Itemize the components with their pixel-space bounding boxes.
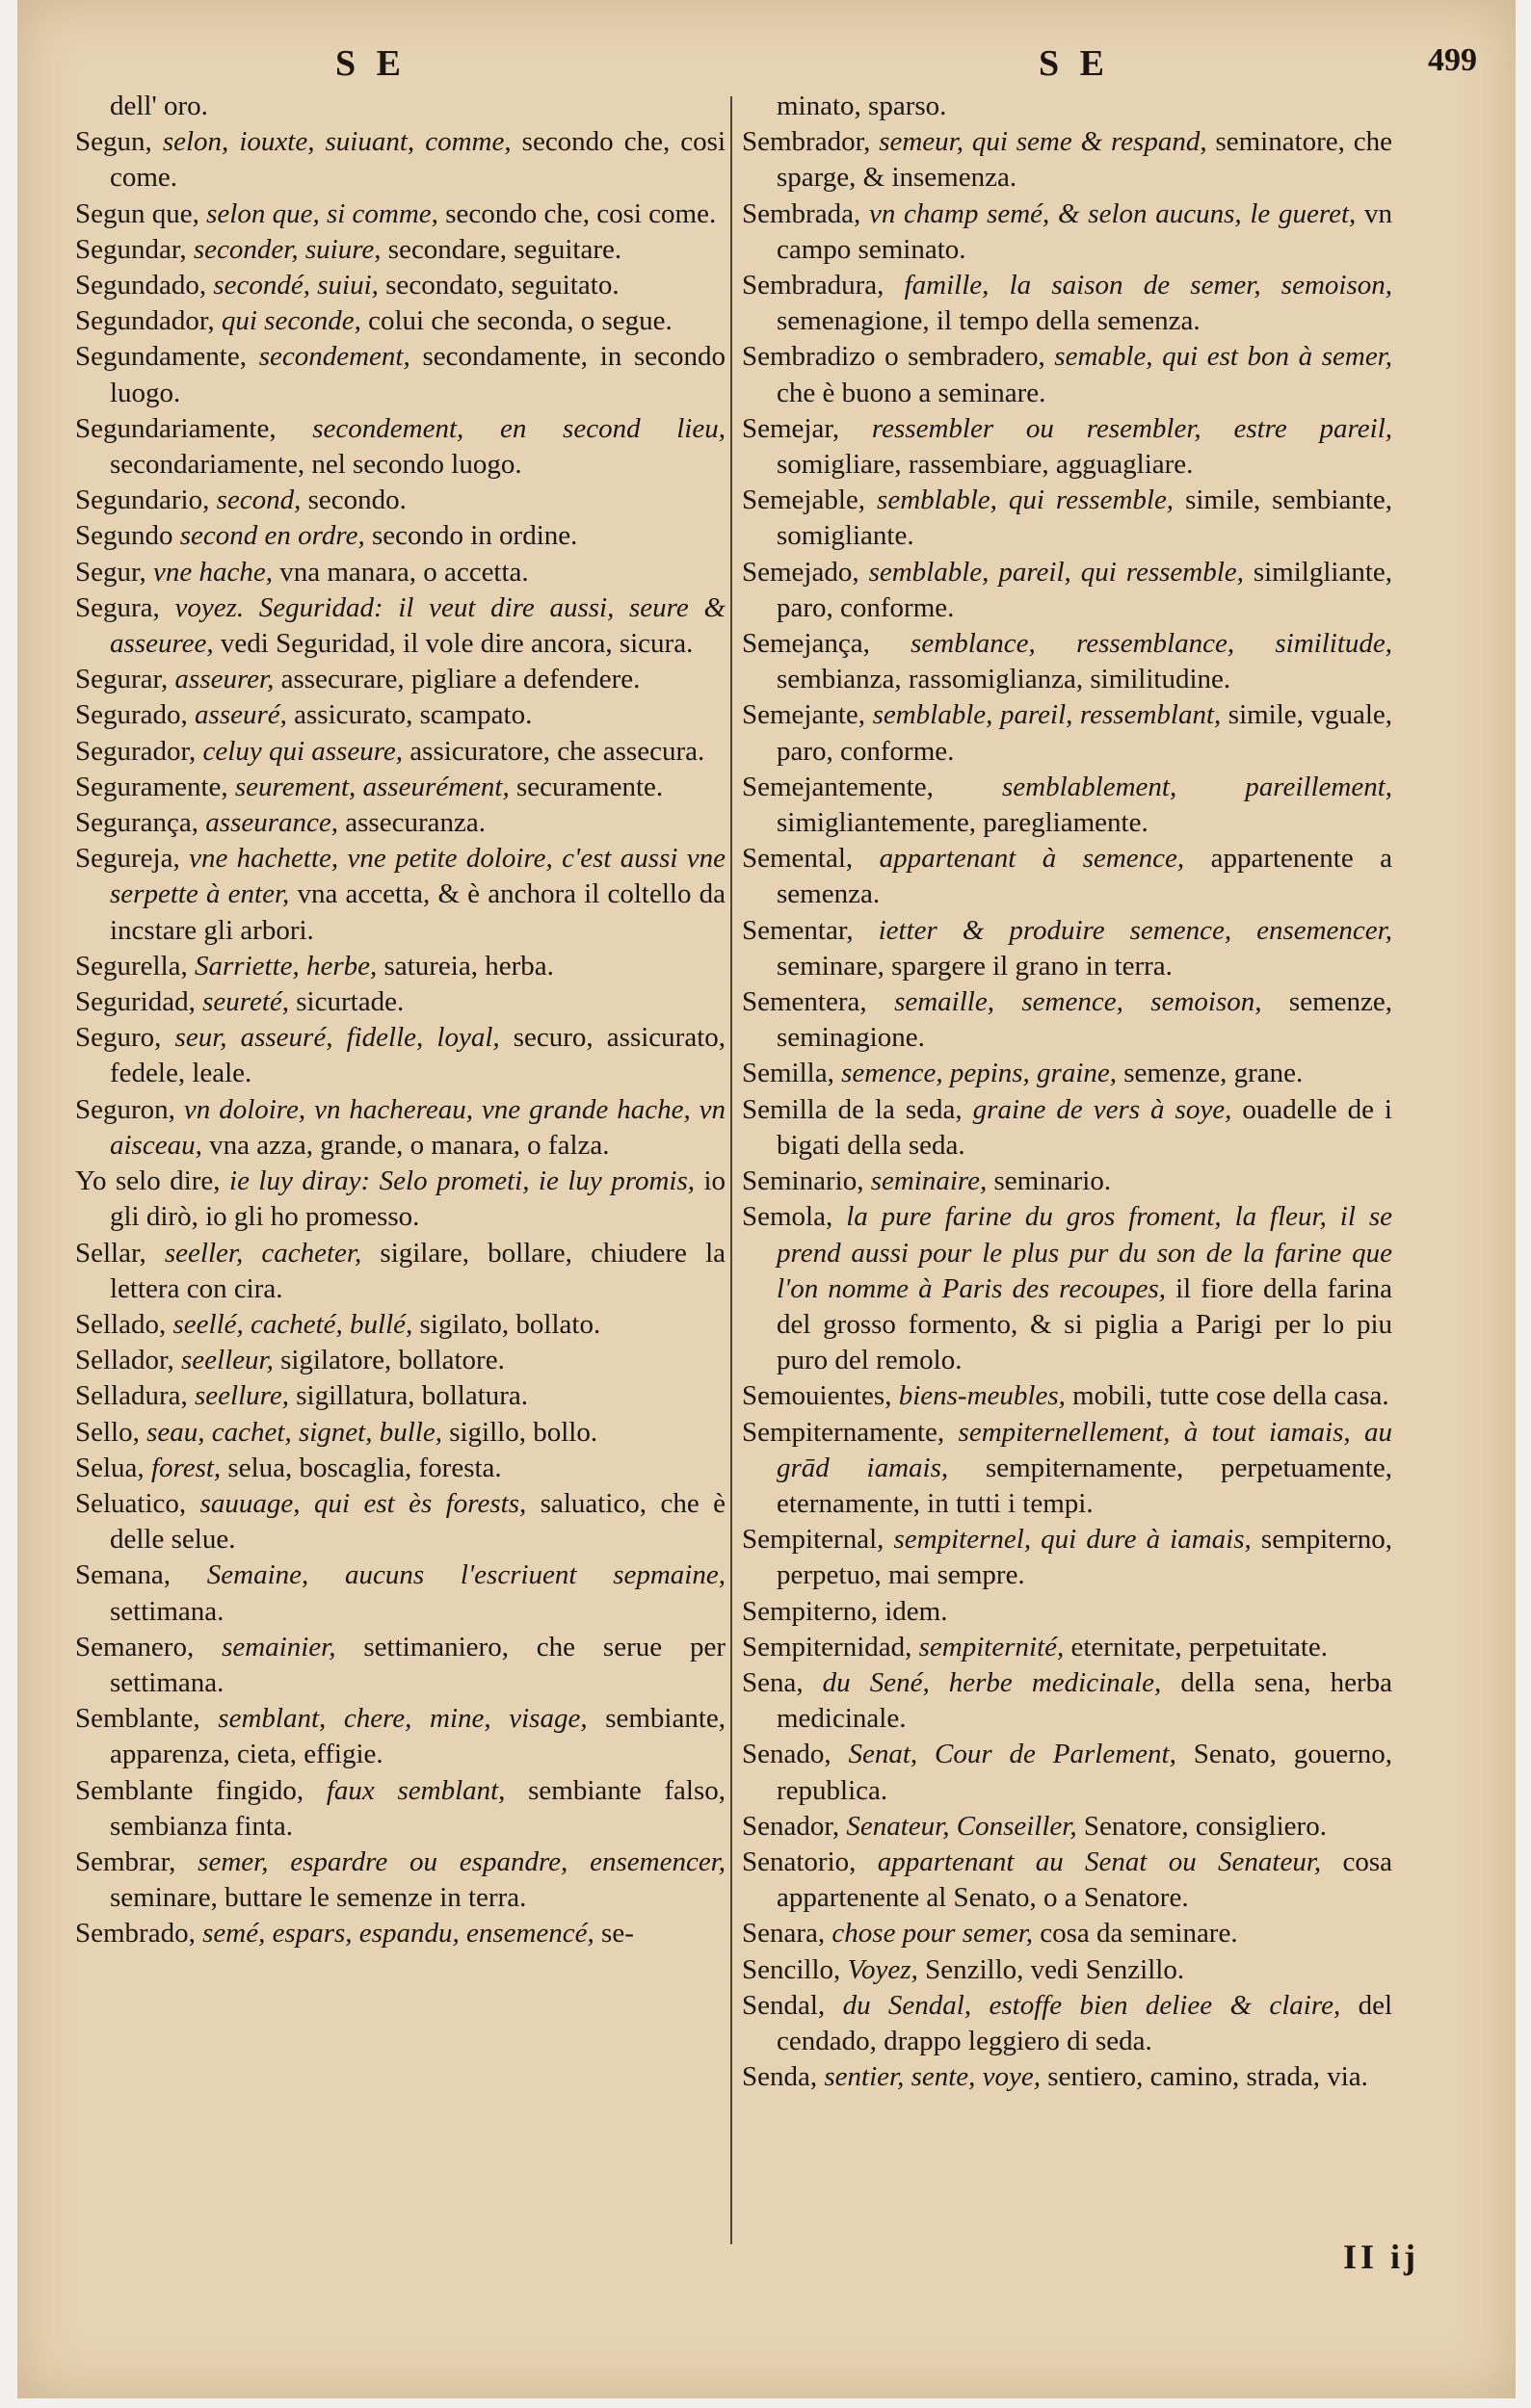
dictionary-entry [742, 1199, 1392, 1378]
headword: Seguridad, [75, 986, 196, 1018]
italian-gloss: colui che seconda, o segue. [368, 305, 673, 337]
french-gloss: asseurance, [205, 807, 339, 839]
dictionary-entry [75, 770, 726, 805]
headword: Semana, [75, 1559, 172, 1591]
french-gloss: la pure farine du gros froment, la fleur, il se prend aussi pour le plus pur du son de la farine que l'on nomme à Paris des recoupes, [777, 1201, 1392, 1304]
headword: Semblante fingido, [75, 1774, 304, 1806]
italian-gloss: seminare, buttare le semenze in terra. [110, 1882, 527, 1914]
headword: Semilla de la seda, [742, 1093, 963, 1125]
headword: Seminario, [742, 1165, 864, 1197]
french-gloss: sempiternel, qui dure à iamais, [893, 1524, 1252, 1556]
dictionary-entry [75, 841, 726, 949]
french-gloss: seurement, asseurément, [234, 771, 510, 802]
dictionary-entry [742, 913, 1392, 984]
french-gloss: semblable, qui ressemble, [877, 484, 1175, 516]
dictionary-entry [75, 1020, 726, 1091]
headword: Segundado, [75, 270, 207, 301]
dictionary-entry [75, 339, 726, 410]
italian-gloss: sembiante, apparenza, cieta, effigie. [110, 1703, 726, 1770]
french-gloss: seconder, suiure, [193, 233, 382, 265]
italian-gloss: sembianza, rassomiglianza, similitudine. [777, 664, 1231, 695]
italian-gloss: sigilato, bollato. [419, 1308, 601, 1340]
dictionary-entry [742, 1594, 1392, 1630]
italian-gloss: settimana. [110, 1595, 224, 1627]
dictionary-entry [742, 1630, 1392, 1665]
italian-gloss: secondo che, cosi come. [110, 126, 726, 194]
italian-gloss: semenze, seminagione. [777, 986, 1393, 1054]
french-gloss: second en ordre, [179, 520, 365, 552]
headword: Seguramente, [75, 771, 228, 802]
french-gloss: famille, la saison de semer, semoison, [904, 270, 1392, 301]
headword: Semouientes, [742, 1380, 892, 1412]
italian-gloss: secondamente, in secondo luogo. [110, 341, 726, 408]
dictionary-entry [75, 590, 726, 662]
headword: Sencillo, [742, 1953, 841, 1985]
headword: Yo selo dire, [75, 1165, 221, 1197]
signature-mark: II ij [1342, 2238, 1419, 2276]
french-gloss: Semaine, aucuns l'escriuent sepmaine, [206, 1559, 726, 1591]
italian-gloss: ouadelle de i bigati della seda. [777, 1093, 1392, 1161]
italian-gloss: della sena, herba medicinale. [777, 1666, 1392, 1735]
french-gloss: sentier, sente, voye, [824, 2061, 1042, 2093]
dictionary-entry [742, 1415, 1392, 1523]
french-gloss: seau, cachet, signet, bulle, [146, 1416, 442, 1448]
headword: Segura, [75, 591, 160, 623]
headword: Seguro, [75, 1022, 162, 1054]
dictionary-entry [742, 841, 1392, 912]
french-gloss: ressembler ou resembler, estre pareil, [871, 412, 1392, 444]
headword: Semola, [742, 1201, 833, 1233]
headword: Sementera, [742, 986, 867, 1018]
italian-gloss: similgliante, paro, conforme. [777, 556, 1393, 623]
headword: Sellar, [75, 1237, 146, 1269]
headword: Sello, [75, 1416, 140, 1448]
italian-gloss: del cendado, drappo leggiero di seda. [777, 1989, 1393, 2056]
dictionary-entry [742, 697, 1392, 769]
dictionary-entry [75, 734, 726, 770]
italian-gloss: eternitate, perpetuitate. [1070, 1631, 1328, 1662]
running-head-right: S E [1039, 43, 1110, 84]
french-gloss: seellure, [195, 1380, 289, 1412]
dictionary-entry [75, 1378, 726, 1414]
italian-gloss: se- [601, 1918, 634, 1950]
dictionary-entry [75, 1486, 726, 1557]
headword: Senado, [742, 1739, 831, 1770]
french-gloss: ietter & produire semence, ensemencer, [878, 914, 1392, 946]
italian-gloss: secondo in ordine. [371, 520, 578, 552]
headword: Semanero, [75, 1631, 195, 1662]
dictionary-entry [742, 770, 1392, 841]
french-gloss: semblablement, pareillement, [1001, 771, 1393, 802]
headword: Senador, [742, 1810, 840, 1842]
dictionary-entry [742, 268, 1392, 339]
headword: Segurador, [75, 735, 197, 767]
headword: Senara, [742, 1918, 826, 1950]
french-gloss: semblable, pareil, ressemblant, [872, 699, 1222, 731]
french-gloss: semblable, pareil, qui ressemble, [868, 556, 1244, 588]
headword: Segurella, [75, 950, 188, 982]
right-column [742, 89, 1392, 2095]
italian-gloss: Senzillo, vedi Senzillo. [925, 1953, 1185, 1985]
italian-gloss: seminario. [993, 1165, 1112, 1197]
italian-gloss: sempiternamente, perpetuamente, eternamente, in tutti i tempi. [777, 1452, 1392, 1519]
italian-gloss: io gli dirò, io gli ho promesso. [110, 1165, 726, 1233]
italian-gloss: assecuranza. [345, 807, 486, 839]
french-gloss: celuy qui asseure, [202, 735, 404, 767]
headword: Seguron, [75, 1093, 175, 1125]
headword: Semblante, [75, 1703, 200, 1735]
dictionary-entry [75, 1415, 726, 1451]
headword: Senatorio, [742, 1845, 857, 1877]
headword: Sempiternamente, [742, 1416, 945, 1448]
italian-gloss: assecurare, pigliare a defendere. [280, 664, 641, 695]
french-gloss: seelleur, [180, 1345, 274, 1376]
headword: Segun que, [75, 197, 199, 229]
headword: Sembrar, [75, 1845, 176, 1877]
headword: Semejante, [742, 699, 866, 731]
page-number: 499 [1428, 42, 1477, 78]
headword: Sellado, [75, 1308, 167, 1340]
italian-gloss: seminatore, che sparge, & insemenza. [777, 126, 1393, 194]
french-gloss: selon que, si comme, [206, 197, 438, 229]
dictionary-entry [75, 518, 726, 554]
french-gloss: seureté, [202, 986, 290, 1018]
headword: Sembrado, [75, 1918, 196, 1950]
italian-gloss: semenze, grane. [1123, 1058, 1304, 1089]
french-gloss: sauuage, qui est ès forests, [199, 1487, 527, 1519]
headword: Sementar, [742, 914, 854, 946]
italian-gloss: che è buono a seminare. [777, 377, 1046, 408]
french-gloss: du Sendal, estoffe bien deliee & claire, [842, 1989, 1341, 2021]
italian-gloss: vna azza, grande, o manara, o falza. [209, 1129, 610, 1161]
italian-gloss: simile, vguale, paro, conforme. [777, 699, 1392, 767]
french-gloss: vn doloire, vn hachereau, vne grande hache, vn aisceau, [110, 1093, 726, 1161]
headword: Segundariamente, [75, 412, 277, 444]
french-gloss: ie luy diray: Selo prometi, ie luy promis, [229, 1165, 695, 1197]
italian-gloss: vn campo seminato. [777, 197, 1393, 265]
italian-gloss: secondare, seguitare. [387, 233, 622, 265]
french-gloss: graine de vers à soye, [972, 1093, 1232, 1125]
french-gloss: seellé, cacheté, bullé, [172, 1308, 413, 1340]
dictionary-entry [75, 1701, 726, 1772]
italian-gloss: settimaniero, che serue per settimana. [110, 1631, 726, 1698]
headword: Semilla, [742, 1058, 834, 1089]
italian-gloss: semenagione, il tempo della semenza. [777, 305, 1201, 337]
dictionary-entry [75, 89, 726, 124]
headword: Sembrador, [742, 126, 871, 158]
dictionary-entry [742, 196, 1392, 268]
french-gloss: forest, [150, 1452, 222, 1483]
dictionary-entry [742, 1916, 1392, 1951]
italian-gloss: securamente. [515, 771, 664, 802]
french-gloss: Senat, Cour de Parlement, [848, 1739, 1176, 1770]
french-gloss: vne hachette, vne petite doloire, c'est aussi vne serpette à enter, [110, 843, 726, 910]
french-gloss: semeur, qui seme & respand, [879, 126, 1207, 158]
headword: Sendal, [742, 1989, 826, 2021]
headword: Sempiternal, [742, 1524, 884, 1556]
french-gloss: semable, qui est bon à semer, [1054, 341, 1393, 373]
italian-gloss: mobili, tutte cose della casa. [1072, 1380, 1389, 1412]
italian-gloss: vedi Seguridad, il vole dire ancora, sicura. [220, 628, 694, 660]
french-gloss: faux semblant, [326, 1774, 506, 1806]
headword: Sempiterno, [742, 1595, 878, 1627]
french-gloss: semé, espars, espandu, ensemencé, [202, 1918, 594, 1950]
dictionary-entry [75, 697, 726, 733]
french-gloss: qui seconde, [221, 305, 361, 337]
left-column [75, 89, 726, 1952]
dictionary-entry [75, 1630, 726, 1701]
french-gloss: semence, pepins, graine, [841, 1058, 1118, 1089]
italian-gloss: simile, sembiante, somigliante. [777, 484, 1393, 552]
dictionary-entry [742, 1988, 1392, 2059]
headword: Seluatico, [75, 1487, 187, 1519]
headword: Selua, [75, 1452, 145, 1483]
french-gloss: chose pour semer, [831, 1918, 1034, 1950]
dictionary-entry [75, 1773, 726, 1845]
headword: Segureja, [75, 843, 180, 875]
french-gloss: second, [216, 484, 302, 516]
dictionary-entry [742, 89, 1392, 124]
dictionary-entry [742, 124, 1392, 196]
headword: Segundador, [75, 305, 215, 337]
dictionary-entry [75, 268, 726, 303]
column-divider [730, 96, 732, 2244]
dictionary-entry [742, 1737, 1392, 1808]
french-gloss: sempiternellement, à tout iamais, au grād iamais, [777, 1416, 1393, 1483]
french-gloss: du Sené, herbe medicinale, [822, 1666, 1162, 1698]
french-gloss: semainier, [222, 1631, 336, 1662]
dictionary-entry [742, 483, 1392, 554]
french-gloss: voyez. Seguridad: il veut dire aussi, seure & asseuree, [110, 591, 726, 660]
italian-gloss: secondato, seguitato. [385, 270, 620, 301]
french-gloss: semblant, chere, mine, visage, [218, 1703, 588, 1735]
headword: Semejado, [742, 556, 859, 588]
headword: Segun, [75, 126, 152, 158]
dictionary-entry [75, 1557, 726, 1629]
dictionary-entry [742, 1845, 1392, 1916]
italian-gloss: assicuratore, che assecura. [409, 735, 705, 767]
dictionary-entry [742, 984, 1392, 1056]
headword: Semejable, [742, 484, 866, 516]
dictionary-entry [742, 1164, 1392, 1199]
headword: Sembrada, [742, 197, 861, 229]
italian-gloss: secondo. [307, 484, 407, 516]
italian-gloss: sigillatura, bollatura. [296, 1380, 529, 1412]
dictionary-entry [75, 303, 726, 339]
italian-gloss: sicurtade. [296, 986, 405, 1018]
dictionary-entry [75, 805, 726, 841]
dictionary-entry [742, 2059, 1392, 2095]
french-gloss: secondement, [258, 341, 410, 373]
dictionary-entry [75, 483, 726, 518]
dictionary-entry [742, 1056, 1392, 1091]
dictionary-entry [75, 1092, 726, 1164]
italian-gloss: seminare, spargere il grano in terra. [777, 950, 1173, 982]
italian-gloss: vna accetta, & è anchora il coltello da incstare gli arbori. [110, 878, 726, 946]
italian-gloss: sigillo, bollo. [449, 1416, 598, 1448]
dictionary-entry [75, 1845, 726, 1916]
headword: Segur, [75, 556, 146, 588]
italian-gloss: sembiante falso, sembianza finta. [110, 1774, 726, 1842]
headword: Segurado, [75, 699, 188, 731]
headword: Segundar, [75, 233, 187, 265]
headword: Sena, [742, 1666, 804, 1698]
dictionary-entry [75, 1451, 726, 1486]
headword: Selladura, [75, 1380, 188, 1412]
dictionary-entry [75, 1916, 726, 1951]
headword: Sembradura, [742, 270, 884, 301]
italian-gloss: Senato, gouerno, republica. [777, 1739, 1393, 1806]
italian-gloss: minato, sparso. [777, 91, 947, 121]
italian-gloss: cosa appartenente al Senato, o a Senatore. [777, 1845, 1393, 1914]
dictionary-entry [742, 1092, 1392, 1164]
headword: Segurar, [75, 664, 169, 695]
dictionary-entry [742, 411, 1392, 483]
italian-gloss: cosa da seminare. [1040, 1918, 1238, 1950]
dictionary-entry [75, 1307, 726, 1343]
french-gloss: sempiternité, [918, 1631, 1065, 1662]
french-gloss: secondé, suiui, [213, 270, 379, 301]
french-gloss: semer, espardre ou espandre, ensemencer, [198, 1845, 726, 1877]
dictionary-entry [742, 1665, 1392, 1737]
headword: Segundario, [75, 484, 210, 516]
dictionary-entry [75, 662, 726, 697]
headword: Sellador, [75, 1345, 174, 1376]
dictionary-entry [75, 555, 726, 590]
dictionary-page [17, 0, 1516, 2398]
italian-gloss: il fiore della farina del grosso formento, & si piglia a Parigi per lo piu puro del remolo. [777, 1272, 1392, 1376]
french-gloss: semblance, ressemblance, similitude, [911, 628, 1392, 660]
dictionary-entry [75, 124, 726, 196]
dictionary-entry [742, 626, 1392, 697]
italian-gloss: selua, boscaglia, foresta. [227, 1452, 502, 1483]
headword: Segundo [75, 520, 173, 552]
italian-gloss: saluatico, che è delle selue. [110, 1487, 726, 1556]
italian-gloss: sigilare, bollare, chiudere la lettera con cira. [110, 1237, 726, 1304]
italian-gloss: satureia, herba. [383, 950, 554, 982]
italian-gloss: somigliare, rassembiare, agguagliare. [777, 449, 1194, 481]
italian-gloss: sigilatore, bollatore. [280, 1345, 505, 1376]
french-gloss: vne hache, [153, 556, 273, 588]
dictionary-entry [75, 1164, 726, 1235]
dictionary-entry [75, 949, 726, 984]
italian-gloss: dell' oro. [110, 91, 208, 121]
headword: Segurança, [75, 807, 199, 839]
french-gloss: seminaire, [870, 1165, 988, 1197]
dictionary-entry [75, 411, 726, 483]
french-gloss: seur, asseuré, fidelle, loyal, [174, 1022, 500, 1054]
dictionary-entry [75, 196, 726, 232]
headword: Sempiternidad, [742, 1631, 912, 1662]
italian-gloss: securo, assicurato, fedele, leale. [110, 1022, 726, 1089]
french-gloss: appartenant à semence, [879, 843, 1185, 875]
headword: Semental, [742, 843, 854, 875]
dictionary-entry [75, 1236, 726, 1307]
french-gloss: Sarriette, herbe, [195, 950, 378, 982]
dictionary-entry [75, 232, 726, 268]
dictionary-entry [742, 1522, 1392, 1593]
french-gloss: seeller, cacheter, [164, 1237, 362, 1269]
dictionary-entry [742, 1809, 1392, 1845]
headword: Semejantemente, [742, 771, 934, 802]
headword: Sembradizo o sembradero, [742, 341, 1045, 373]
italian-gloss: assicurato, scampato. [294, 699, 533, 731]
headword: Segundamente, [75, 341, 247, 373]
dictionary-entry [75, 1343, 726, 1378]
french-gloss: secondement, en second lieu, [312, 412, 726, 444]
italian-gloss: sempiterno, perpetuo, mai sempre. [777, 1524, 1393, 1591]
italian-gloss: vna manara, o accetta. [279, 556, 529, 588]
headword: Semejança, [742, 628, 870, 660]
italian-gloss: appartenente a semenza. [777, 843, 1392, 910]
running-head-left: S E [335, 43, 407, 84]
french-gloss: vn champ semé, & selon aucuns, le gueret, [868, 197, 1357, 229]
dictionary-entry [742, 1378, 1392, 1414]
french-gloss: selon, iouxte, suiuant, comme, [162, 126, 512, 158]
dictionary-entry [75, 984, 726, 1020]
french-gloss: asseuré, [195, 699, 287, 731]
french-gloss: Senateur, Conseiller, [846, 1810, 1077, 1842]
french-gloss: appartenant au Senat ou Senateur, [877, 1845, 1322, 1877]
dictionary-entry [742, 339, 1392, 410]
italian-gloss: sentiero, camino, strada, via. [1047, 2061, 1368, 2093]
italian-gloss: Senatore, consigliero. [1083, 1810, 1327, 1842]
italian-gloss: idem. [884, 1595, 948, 1627]
italian-gloss: simigliantemente, paregliamente. [777, 807, 1148, 839]
italian-gloss: secondariamente, nel secondo luogo. [110, 449, 522, 481]
italian-gloss: secondo che, cosi come. [445, 197, 717, 229]
french-gloss: Voyez, [847, 1953, 918, 1985]
french-gloss: biens-meubles, [898, 1380, 1066, 1412]
headword: Semejar, [742, 412, 840, 444]
dictionary-entry [742, 555, 1392, 626]
french-gloss: asseurer, [174, 664, 275, 695]
french-gloss: semaille, semence, semoison, [894, 986, 1262, 1018]
headword: Senda, [742, 2061, 818, 2093]
dictionary-entry [742, 1952, 1392, 1988]
